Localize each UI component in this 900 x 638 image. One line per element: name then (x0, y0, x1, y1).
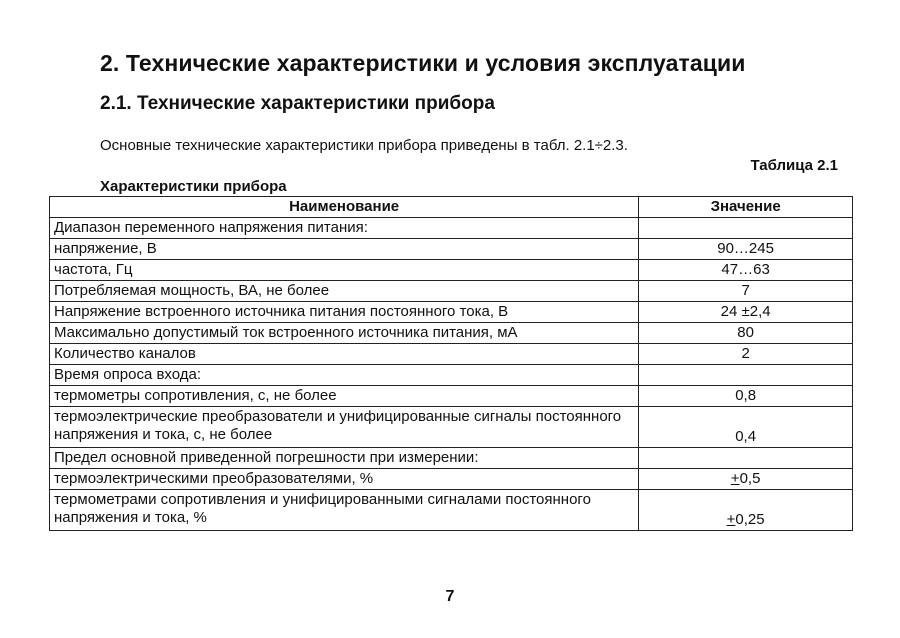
table-row (50, 323, 853, 344)
table-row (50, 260, 853, 281)
table-row (50, 365, 853, 386)
row-name: напряжение, В (50, 239, 639, 260)
table-row (50, 490, 853, 531)
row-name: Предел основной приведенной погрешности при измерении: (50, 448, 639, 469)
row-value: 0,4 (639, 407, 853, 448)
subsection-title: 2.1. Технические характеристики прибора (100, 93, 495, 114)
table-row (50, 281, 853, 302)
plus-minus-sign: + (726, 511, 736, 528)
header-value: Значение (639, 197, 853, 218)
row-value: 0,8 (639, 386, 853, 407)
intro-paragraph: Основные технические характеристики прибора приведены в табл. 2.1÷2.3. (100, 137, 628, 154)
table-row (50, 469, 853, 490)
plus-minus-sign: + (730, 470, 740, 487)
specifications-table (49, 196, 853, 531)
table-row (50, 407, 853, 448)
row-name: термометрами сопротивления и унифицированными сигналами постоянного напряжения и тока, % (50, 490, 639, 531)
row-name: Количество каналов (50, 344, 639, 365)
table-header-row (50, 197, 853, 218)
row-name: Потребляемая мощность, ВА, не более (50, 281, 639, 302)
table-row (50, 218, 853, 239)
page-number: 7 (445, 588, 455, 605)
row-name: термоэлектрические преобразователи и унифицированные сигналы постоянного напряжения и тока, с, не более (50, 407, 639, 448)
row-name: термоэлектрическими преобразователями, % (50, 469, 639, 490)
row-name: Диапазон переменного напряжения питания: (50, 218, 639, 239)
row-value: 80 (639, 323, 853, 344)
row-name: Максимально допустимый ток встроенного источника питания, мА (50, 323, 639, 344)
table-number: Таблица 2.1 (750, 157, 838, 174)
table-caption: Характеристики прибора (100, 178, 287, 195)
value-number: 0,5 (739, 470, 761, 487)
row-value: 47…63 (639, 260, 853, 281)
row-value: 2 (639, 344, 853, 365)
row-value (639, 448, 853, 469)
row-value: 7 (639, 281, 853, 302)
row-name: частота, Гц (50, 260, 639, 281)
row-value (639, 365, 853, 386)
table-row (50, 239, 853, 260)
header-name: Наименование (50, 197, 639, 218)
table-row (50, 302, 853, 323)
row-value (639, 490, 853, 531)
row-value (639, 218, 853, 239)
row-name: термометры сопротивления, с, не более (50, 386, 639, 407)
row-name: Напряжение встроенного источника питания постоянного тока, В (50, 302, 639, 323)
section-title: 2. Технические характеристики и условия эксплуатации (100, 50, 746, 76)
value-number: 0,25 (735, 511, 765, 528)
table-row (50, 344, 853, 365)
table-row (50, 448, 853, 469)
row-value: 90…245 (639, 239, 853, 260)
row-name: Время опроса входа: (50, 365, 639, 386)
row-value: 24 ±2,4 (639, 302, 853, 323)
table-row (50, 386, 853, 407)
row-value (639, 469, 853, 490)
